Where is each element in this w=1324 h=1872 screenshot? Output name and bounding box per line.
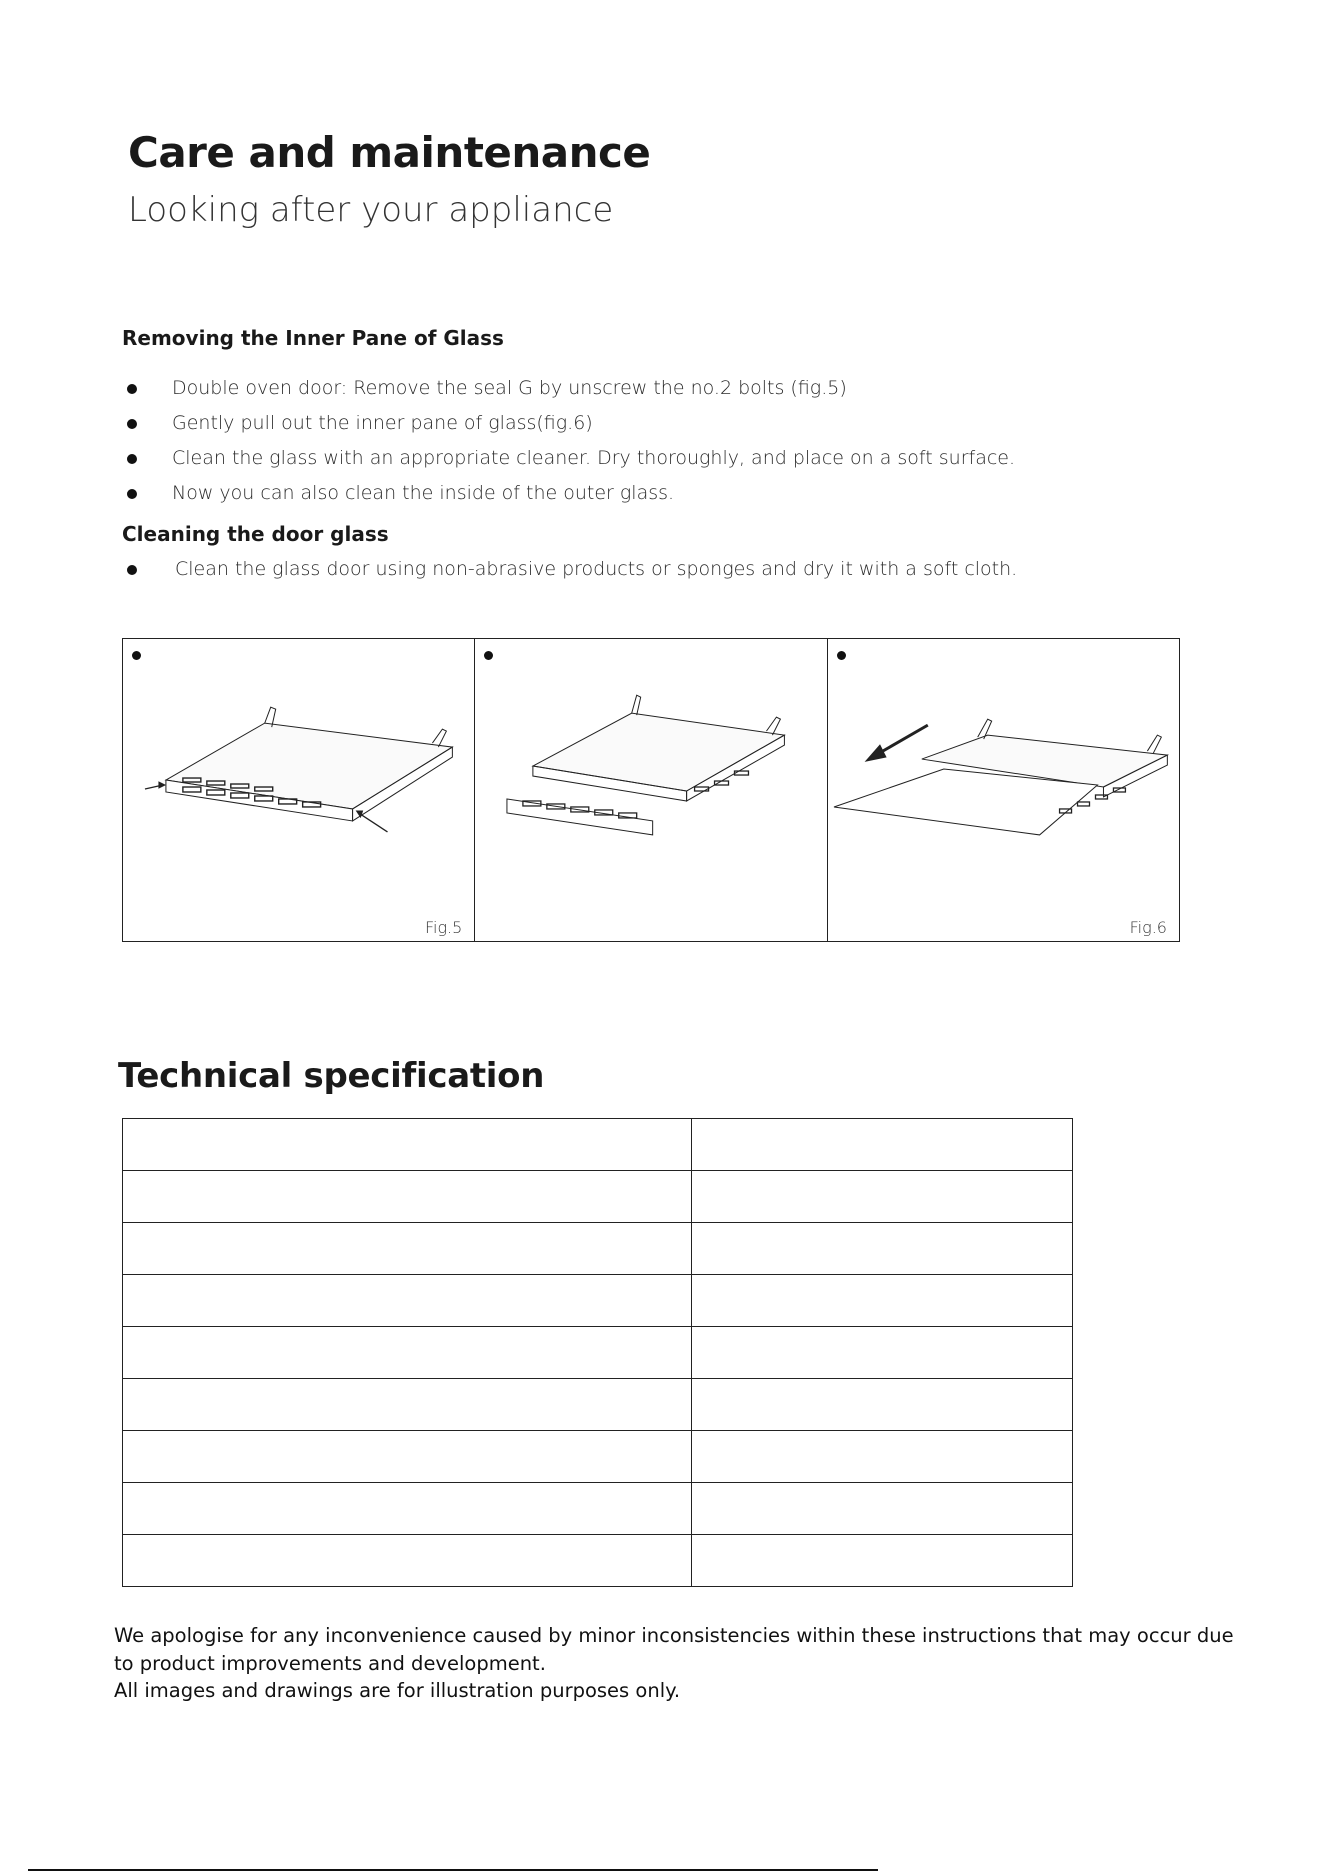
spec-table: [122, 1118, 1073, 1587]
figure-cell-2: [475, 639, 827, 941]
disclaimer-line: All images and drawings are for illustration purposes only.: [114, 1679, 681, 1702]
door-seal-illustration: [123, 639, 474, 941]
table-row: [123, 1171, 1073, 1223]
table-row: [123, 1275, 1073, 1327]
table-cell: [692, 1379, 1073, 1431]
table-row: [123, 1379, 1073, 1431]
table-cell: [123, 1431, 692, 1483]
list-item: Gently pull out the inner pane of glass(fig.6): [124, 406, 1015, 441]
list-item: Clean the glass door using non-abrasive products or sponges and dry it with a soft cloth.: [124, 552, 1017, 587]
table-cell: [123, 1223, 692, 1275]
removing-glass-heading: Removing the Inner Pane of Glass: [122, 326, 504, 350]
list-item: Now you can also clean the inside of the outer glass.: [124, 476, 1015, 511]
disclaimer-line: to product improvements and development.: [114, 1651, 546, 1675]
disclaimer-line: We apologise for any inconvenience caused by minor inconsistencies within these instructions that may occur due: [114, 1624, 1234, 1647]
table-cell: [123, 1379, 692, 1431]
glass-pane-removal-illustration: [828, 639, 1179, 941]
table-row: [123, 1327, 1073, 1379]
page-subtitle: Looking after your appliance: [128, 190, 614, 230]
list-item: Double oven door: Remove the seal G by unscrew the no.2 bolts (fig.5): [124, 371, 1015, 406]
table-cell: [123, 1483, 692, 1535]
door-glass-list: [124, 552, 1017, 587]
spec-title: Technical specification: [118, 1056, 545, 1096]
page-title: Care and maintenance: [128, 128, 651, 177]
bottom-rule: [28, 1869, 878, 1871]
removing-glass-list: [124, 371, 1015, 511]
table-cell: [692, 1483, 1073, 1535]
table-cell: [123, 1275, 692, 1327]
table-cell: [123, 1119, 692, 1171]
bullet-icon: [127, 489, 137, 499]
bullet-icon: [127, 454, 137, 464]
table-cell: [692, 1171, 1073, 1223]
figure-cell-1: [123, 639, 475, 941]
table-cell: [692, 1223, 1073, 1275]
door-glass-heading: Cleaning the door glass: [122, 522, 389, 546]
figure-label-6: Fig.6: [1129, 918, 1167, 937]
table-row: [123, 1223, 1073, 1275]
bullet-icon: [127, 384, 137, 394]
table-cell: [692, 1119, 1073, 1171]
list-item: Clean the glass with an appropriate cleaner. Dry thoroughly, and place on a soft surface.: [124, 441, 1015, 476]
table-cell: [123, 1327, 692, 1379]
table-row: [123, 1483, 1073, 1535]
table-row: [123, 1535, 1073, 1587]
table-row: [123, 1119, 1073, 1171]
table-cell: [692, 1431, 1073, 1483]
door-seal-removed-illustration: [475, 639, 826, 941]
figure-label-5: Fig.5: [424, 918, 463, 937]
bullet-icon: [127, 565, 137, 575]
table-cell: [123, 1535, 692, 1587]
figure-panel: [122, 638, 1180, 942]
table-row: [123, 1431, 1073, 1483]
table-cell: [123, 1171, 692, 1223]
disclaimer: [114, 1622, 1234, 1705]
table-cell: [692, 1535, 1073, 1587]
bullet-icon: [127, 419, 137, 429]
figure-cell-3: [828, 639, 1179, 941]
table-cell: [692, 1275, 1073, 1327]
table-cell: [692, 1327, 1073, 1379]
